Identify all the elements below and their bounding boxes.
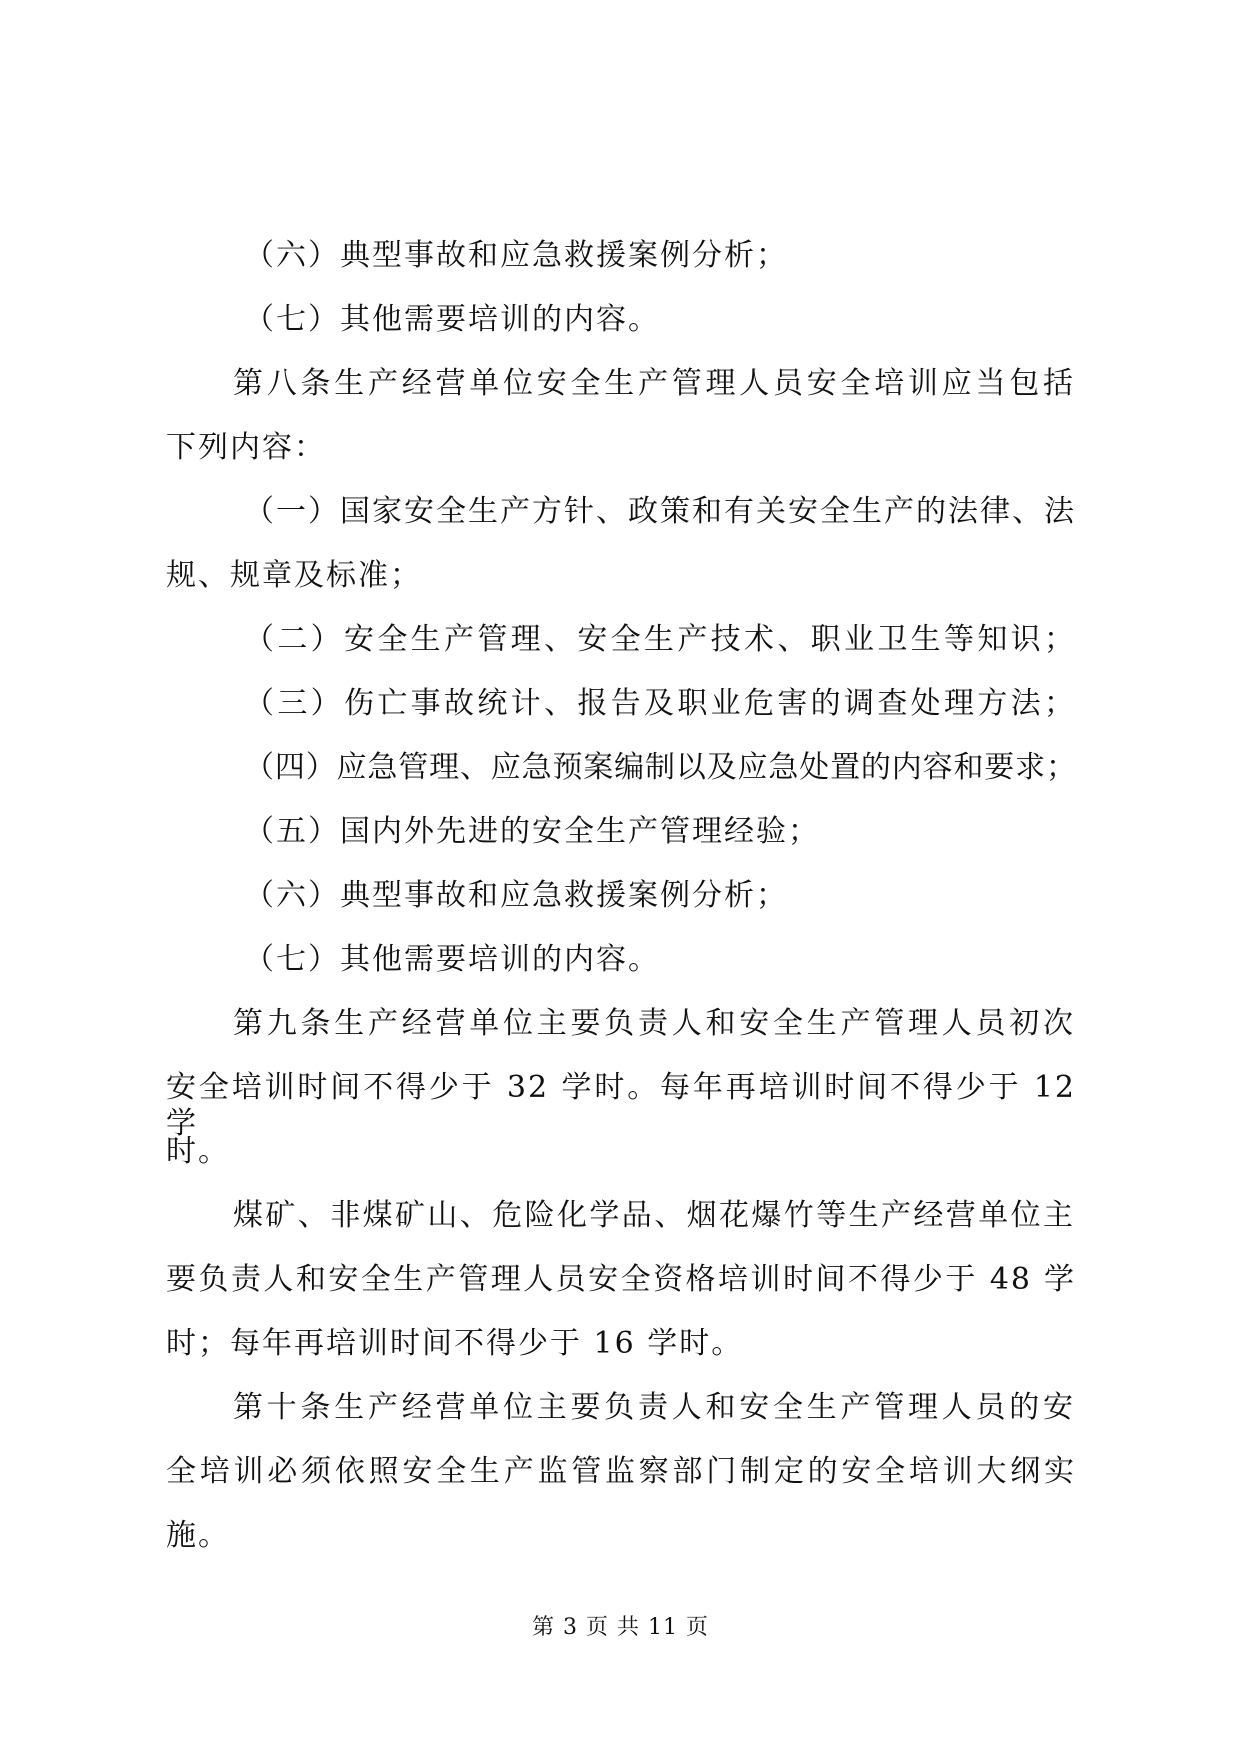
paragraph-line: 要负责人和安全生产管理人员安全资格培训时间不得少于 48 学 [166,1262,1076,1297]
paragraph-line: （七）其他需要培训的内容。 [244,302,660,337]
paragraph-line: （六）典型事故和应急救援案例分析； [244,878,788,913]
paragraph-line: 规、规章及标准； [166,558,422,593]
paragraph-line: 全培训必须依照安全生产监管监察部门制定的安全培训大纲实 [166,1454,1076,1489]
paragraph-line: 第九条生产经营单位主要负责人和安全生产管理人员初次 [233,1006,1075,1041]
paragraph-line: 时。 [166,1134,230,1169]
paragraph-line: 煤矿、非煤矿山、危险化学品、烟花爆竹等生产经营单位主 [233,1198,1075,1233]
paragraph-line: 施。 [166,1518,230,1553]
paragraph-line: （二）安全生产管理、安全生产技术、职业卫生等知识； [244,622,1076,657]
paragraph-line: （一）国家安全生产方针、政策和有关安全生产的法律、法 [244,494,1076,529]
paragraph-line: 安全培训时间不得少于 32 学时。每年再培训时间不得少于 12 学 [166,1070,1076,1141]
paragraph-line: （五）国内外先进的安全生产管理经验； [244,814,820,849]
paragraph-line: 第十条生产经营单位主要负责人和安全生产管理人员的安 [233,1390,1075,1425]
paragraph-line: （四）应急管理、应急预案编制以及应急处置的内容和要求； [244,750,1076,785]
paragraph-line: （七）其他需要培训的内容。 [244,942,660,977]
paragraph-line: （三）伤亡事故统计、报告及职业危害的调查处理方法； [244,686,1076,721]
paragraph-line: 下列内容： [166,430,326,465]
paragraph-line: 时；每年再培训时间不得少于 16 学时。 [166,1326,744,1361]
page-footer: 第 3 页 共 11 页 [532,1615,709,1640]
paragraph-line: 第八条生产经营单位安全生产管理人员安全培训应当包括 [233,366,1075,401]
paragraph-line: （六）典型事故和应急救援案例分析； [244,238,788,273]
